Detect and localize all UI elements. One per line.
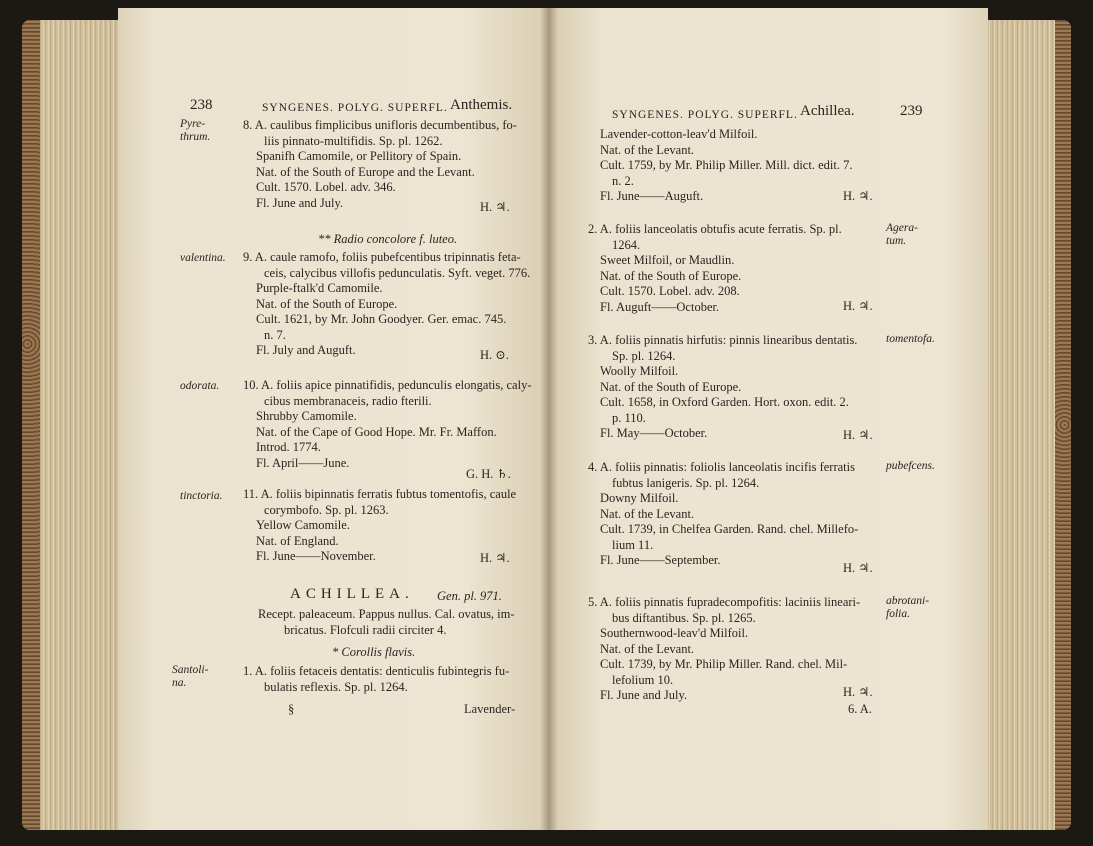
- right-page-edges: [981, 20, 1071, 830]
- entry-line: 9. A. caule ramofo, foliis pubefcentibus tripinnatis feta-: [243, 250, 521, 264]
- species-margin-name: tinctoria.: [180, 490, 223, 502]
- entry-line: Sp. pl. 1264.: [612, 348, 676, 363]
- habit-symbol: G. H. ♄.: [466, 467, 511, 481]
- genus-subheading: * Corollis flavis.: [332, 645, 416, 659]
- genus-description: Recept. paleaceum. Pappus nullus. Cal. ovatus, im-: [258, 607, 515, 621]
- entry-line: Purple-ftalk'd Camomile.: [256, 281, 383, 295]
- running-header: SYNGENES. POLYG. SUPERFL.: [612, 109, 798, 121]
- entry-line: Fl. June and July.: [256, 195, 344, 210]
- entry-line: Yellow Camomile.: [256, 518, 350, 532]
- entry-line: Fl. April——June.: [256, 455, 350, 470]
- entry-line: Fl. June——November.: [256, 549, 376, 563]
- entry-line: cibus membranaceis, radio fterili.: [264, 393, 432, 408]
- entry-line: Fl. June——Auguft.: [600, 189, 704, 203]
- species-margin-name: odorata.: [180, 380, 220, 392]
- entry-line: bulatis reflexis. Sp. pl. 1264.: [264, 679, 408, 694]
- entry-line: Nat. of the South of Europe.: [256, 296, 398, 311]
- entry-line: Cult. 1570. Lobel. adv. 208.: [600, 284, 740, 298]
- entry-line: bus diftantibus. Sp. pl. 1265.: [612, 610, 756, 625]
- entry-line: 8. A. caulibus fimplicibus unifloris decumbentibus, fo-: [243, 118, 517, 132]
- entry-line: Fl. June——September.: [600, 553, 721, 567]
- entry-line: Nat. of England.: [256, 533, 339, 548]
- section-subheading: ** Radio concolore f. luteo.: [318, 232, 458, 246]
- entry-line: 5. A. foliis pinnatis fupradecompofitis: laciniis lineari-: [588, 595, 861, 609]
- entry-line: 10. A. foliis apice pinnatifidis, pedunculis elongatis, caly-: [243, 378, 532, 392]
- entry-line: Introd. 1774.: [256, 440, 321, 454]
- species-margin-name: Agera- tum.: [886, 222, 918, 247]
- entry-line: 11. A. foliis bipinnatis ferratis fubtus tomentofis, caule: [243, 487, 517, 501]
- entry-line: n. 7.: [264, 327, 286, 342]
- habit-symbol: H. ♃.: [480, 200, 510, 214]
- habit-symbol: H. ♃.: [480, 551, 510, 565]
- entry-line: Fl. June and July.: [600, 688, 688, 702]
- entry-line: Cult. 1759, by Mr. Philip Miller. Mill. dict. edit. 7.: [600, 158, 853, 172]
- book-gutter: [540, 8, 558, 830]
- entry-line: Cult. 1739, by Mr. Philip Miller. Rand. chel. Mil-: [600, 657, 848, 671]
- entry-line: corymbofo. Sp. pl. 1263.: [264, 502, 389, 517]
- entry-line: n. 2.: [612, 173, 634, 188]
- entry-line: Cult. 1739, in Chelfea Garden. Rand. chel. Millefo-: [600, 522, 859, 536]
- entry-line: Shrubby Camomile.: [256, 409, 357, 423]
- entry-line: 1. A. foliis fetaceis dentatis: denticulis fubintegris fu-: [243, 664, 510, 678]
- running-header-genus: Anthemis.: [450, 97, 513, 113]
- entry-line: Nat. of the Levant.: [600, 142, 695, 157]
- entry-line: p. 110.: [612, 410, 646, 425]
- species-margin-name: valentina.: [180, 252, 226, 264]
- entry-line: lefolium 10.: [612, 672, 674, 687]
- entry-line: Nat. of the South of Europe.: [600, 379, 742, 394]
- entry-line: Cult. 1621, by Mr. John Goodyer. Ger. emac. 745.: [256, 312, 507, 326]
- habit-symbol: H. ♃.: [843, 428, 873, 442]
- species-margin-name: Pyre- thrum.: [180, 118, 211, 143]
- entry-line: Spanifh Camomile, or Pellitory of Spain.: [256, 149, 462, 163]
- catchword: 6. A.: [848, 702, 872, 716]
- entry-line: lium 11.: [612, 537, 654, 552]
- habit-symbol: H. ♃.: [843, 685, 873, 699]
- entry-line: 1264.: [612, 237, 641, 252]
- entry-line: Nat. of the Cape of Good Hope. Mr. Fr. Maffon.: [256, 424, 497, 439]
- entry-line: ceis, calycibus villofis pedunculatis. Syft. veget. 776.: [264, 265, 531, 280]
- entry-line: Nat. of the Levant.: [600, 641, 695, 656]
- habit-symbol: H. ⊙.: [480, 348, 509, 362]
- left-page-edges: [22, 20, 122, 830]
- habit-symbol: H. ♃.: [843, 299, 873, 313]
- entry-line: Nat. of the Levant.: [600, 506, 695, 521]
- entry-line: 2. A. foliis lanceolatis obtufis acute ferratis. Sp. pl.: [588, 222, 842, 236]
- habit-symbol: H. ♃.: [843, 561, 873, 575]
- entry-line: liis pinnato-multifidis. Sp. pl. 1262.: [264, 133, 443, 148]
- entry-line: Southernwood-leav'd Milfoil.: [600, 626, 749, 640]
- running-header: SYNGENES. POLYG. SUPERFL.: [262, 102, 448, 114]
- habit-symbol: H. ♃.: [843, 189, 873, 203]
- entry-line: Sweet Milfoil, or Maudlin.: [600, 253, 735, 267]
- page-number: 239: [900, 103, 923, 119]
- catchword: Lavender-: [464, 702, 516, 716]
- entry-line: Nat. of the South of Europe.: [600, 268, 742, 283]
- running-header-genus: Achillea.: [800, 103, 855, 119]
- entry-line: Cult. 1658, in Oxford Garden. Hort. oxon. edit. 2.: [600, 395, 849, 409]
- species-margin-name: tomentofa.: [886, 333, 935, 345]
- entry-line: Lavender-cotton-leav'd Milfoil.: [600, 127, 758, 141]
- species-margin-name: pubefcens.: [886, 460, 935, 472]
- page-number: 238: [190, 97, 213, 113]
- entry-line: Fl. May——October.: [600, 426, 708, 440]
- entry-line: Fl. Auguft——October.: [600, 299, 720, 314]
- entry-line: Fl. July and Auguft.: [256, 343, 356, 357]
- genus-description: bricatus. Flofculi radii circiter 4.: [284, 622, 447, 637]
- entry-line: Nat. of the South of Europe and the Levant.: [256, 164, 475, 179]
- species-margin-name: abrotani- folia.: [886, 595, 930, 620]
- entry-line: Woolly Milfoil.: [600, 364, 679, 378]
- genus-reference: Gen. pl. 971.: [437, 589, 502, 603]
- genus-heading: ACHILLEA.: [290, 586, 414, 602]
- entry-line: Downy Milfoil.: [600, 491, 679, 505]
- species-margin-name: Santoli- na.: [172, 664, 209, 689]
- entry-line: fubtus lanigeris. Sp. pl. 1264.: [612, 475, 760, 490]
- entry-line: 4. A. foliis pinnatis: foliolis lanceolatis incifis ferratis: [588, 460, 855, 474]
- signature-mark: §: [288, 702, 295, 716]
- entry-line: Cult. 1570. Lobel. adv. 346.: [256, 180, 396, 194]
- entry-line: 3. A. foliis pinnatis hirfutis: pinnis linearibus dentatis.: [588, 333, 858, 347]
